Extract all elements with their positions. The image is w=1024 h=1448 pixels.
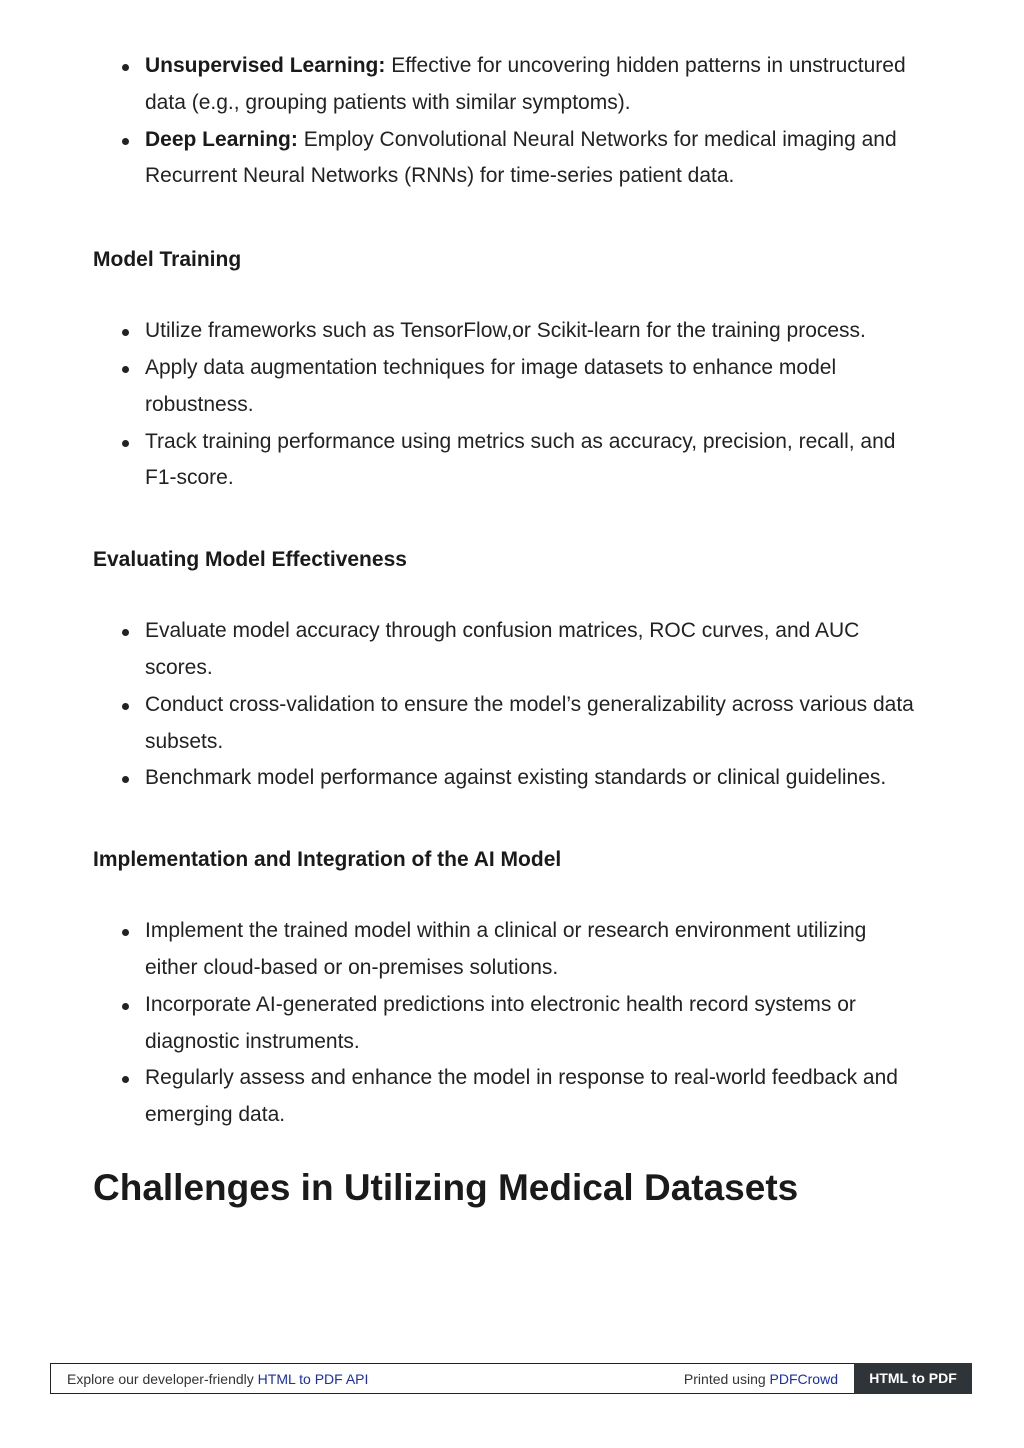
term-label: Deep Learning: [145,127,298,151]
list-item [93,987,923,1061]
list-item [93,424,923,498]
section-title-model-training: Model Training [93,248,242,272]
list-item-text: Benchmark model performance against existing standards or clinical guidelines. [145,766,887,790]
list-item-text: Regularly assess and enhance the model in response to real-world feedback and emerging data. [145,1066,898,1127]
bullet-icon [122,440,129,447]
list-item-text: Conduct cross-validation to ensure the model’s generalizability across various data subsets. [145,692,914,753]
list-item [93,760,923,797]
list-item [93,913,923,987]
bullet-icon [122,1076,129,1083]
document-body [93,48,923,1212]
list-item [93,687,923,761]
section-title-evaluating: Evaluating Model Effectiveness [93,548,407,572]
model-training-list [93,313,923,497]
list-item-text: Apply data augmentation techniques for image datasets to enhance model robustness. [145,355,837,416]
challenges-heading: Challenges in Utilizing Medical Datasets [93,1166,799,1208]
list-item [93,48,923,122]
pdfcrowd-footer [50,1363,972,1394]
html-to-pdf-api-link[interactable]: HTML to PDF API [257,1371,369,1387]
term-description: Employ Convolutional Neural Networks for medical imaging and Recurrent Neural Networks (RNNs) for time-series patient data. [145,127,897,188]
bullet-icon [122,64,129,71]
intro-list [93,48,923,195]
footer-printed [684,1371,838,1387]
bullet-icon [122,138,129,145]
list-item-text: Track training performance using metrics such as accuracy, precision, recall, and F1-score. [145,429,896,490]
pdfcrowd-link[interactable]: PDFCrowd [769,1371,838,1387]
bullet-icon [122,776,129,783]
html-to-pdf-badge[interactable]: HTML to PDF [854,1363,972,1394]
footer-explore [67,1371,368,1387]
evaluating-list [93,613,923,797]
list-item [93,122,923,196]
implementation-list [93,913,923,1134]
bullet-icon [122,329,129,336]
bullet-icon [122,1003,129,1010]
list-item-text: Evaluate model accuracy through confusion matrices, ROC curves, and AUC scores. [145,619,860,679]
bullet-icon [122,629,129,636]
term-label: Unsupervised Learning: [145,54,386,77]
list-item [93,350,923,424]
bullet-icon [122,703,129,710]
footer-printed-text: Printed using [683,1371,770,1387]
bullet-icon [122,366,129,373]
list-item [93,313,923,350]
list-item-text: Implement the trained model within a clinical or research environment utilizing either cloud-based or on-premises solutions. [145,919,867,979]
list-item-text: Utilize frameworks such as TensorFlow,or Scikit-learn for the training process. [145,319,866,343]
list-item [93,613,923,687]
section-title-implementation: Implementation and Integration of the AI Model [93,848,562,872]
term-description: Effective for uncovering hidden patterns in unstructured data (e.g., grouping patients with similar symptoms). [145,54,906,114]
footer-explore-text: Explore our developer-friendly [67,1371,258,1387]
bullet-icon [122,929,129,936]
list-item-text: Incorporate AI-generated predictions into electronic health record systems or diagnostic instruments. [145,992,856,1053]
list-item [93,1060,923,1134]
